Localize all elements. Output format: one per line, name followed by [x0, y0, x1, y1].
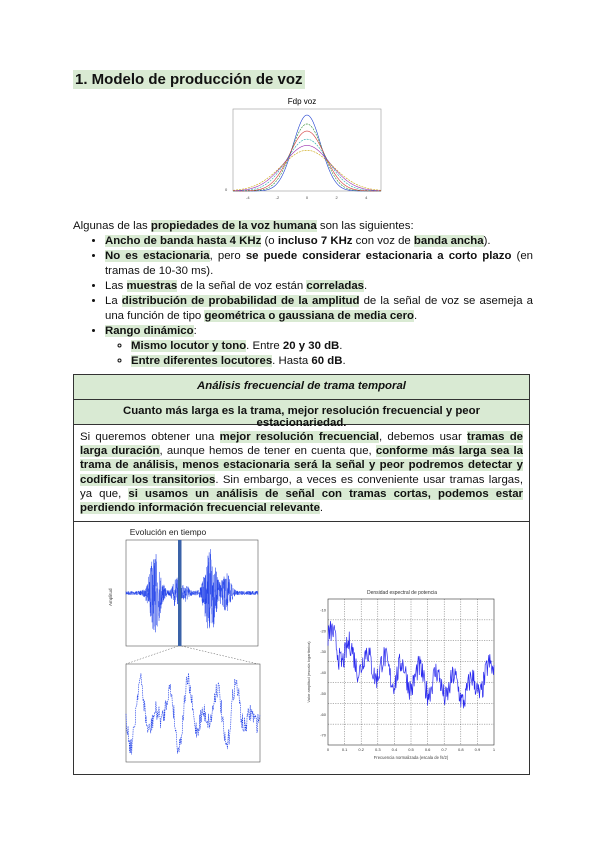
- zoom-line-right: [182, 646, 259, 664]
- pdf-x-tick: 0: [305, 195, 309, 200]
- psd-ylabel: Valor amplitud (escala logarítmica): [306, 641, 311, 703]
- frame-marker: [178, 540, 182, 646]
- pdf-axes-box: [233, 109, 381, 191]
- list-item-distribution: • La distribución de probabilidad de la amplitud de la señal de voz se asemeja a una función de tipo geométrica o gaussiana de media cero.: [105, 294, 533, 324]
- pdf-x-tick: 2: [335, 195, 338, 200]
- list-item-dynamic-range: • Rango dinámico: ◦ Mismo locutor y tono. Entre 20 y 30 dB. ◦ Entre diferentes locutores. Hasta 60 dB.: [105, 324, 533, 369]
- pdf-x-ticks: [246, 195, 368, 200]
- pdf-curve: [233, 115, 381, 191]
- psd-x-tick: 0: [326, 747, 330, 753]
- pdf-curve: [233, 139, 381, 191]
- intro-block: [73, 219, 533, 369]
- pdf-title: Fdp voz: [287, 97, 317, 106]
- psd-y-tick: -50: [320, 691, 326, 697]
- list-item-bandwidth: • Ancho de banda hasta 4 KHz (o incluso 7 KHz con voz de banda ancha).: [105, 234, 533, 249]
- pdf-ytick: 0: [225, 187, 228, 192]
- psd-y-tick: -40: [320, 670, 326, 676]
- psd-x-tick: 0.7: [441, 747, 447, 753]
- psd-y-tick: -60: [320, 712, 326, 718]
- section-heading: 1. Modelo de producción de voz: [75, 71, 303, 88]
- psd-title: Densidad espectral de potencia: [366, 590, 438, 597]
- psd-y-ticks: [320, 608, 327, 738]
- pdf-x-tick: -4: [246, 195, 250, 200]
- psd-x-tick: 0.8: [458, 747, 464, 753]
- psd-y-tick: -10: [320, 607, 326, 613]
- pdf-x-tick: -2: [275, 195, 280, 200]
- psd-x-tick: 0.9: [474, 747, 481, 753]
- psd-x-tick: 0.4: [391, 747, 398, 753]
- time-title: Evolución en tiempo: [129, 527, 207, 538]
- psd-y-tick: -70: [320, 732, 326, 738]
- pdf-x-tick: 4: [365, 195, 368, 200]
- dynamic-range-sublist: [105, 339, 533, 369]
- sublist-item-same-speaker: ◦ Mismo locutor y tono. Entre 20 y 30 dB.: [131, 339, 533, 354]
- time-ylabel: Amplitud: [108, 588, 113, 607]
- psd-x-tick: 1: [492, 747, 496, 753]
- table-title: Análisis frecuencial de trama temporal: [74, 375, 529, 400]
- intro-lead: Algunas de las propiedades de la voz humana son las siguientes:: [73, 220, 414, 232]
- psd-x-tick: 0.1: [341, 747, 348, 753]
- hl-properties: propiedades de la voz humana: [150, 220, 317, 232]
- pdf-curves: [233, 115, 381, 191]
- psd-x-tick: 0.5: [408, 747, 414, 753]
- analysis-table: [73, 374, 530, 775]
- pdf-curve: [233, 131, 381, 191]
- psd-y-tick: -30: [320, 649, 326, 655]
- zoom-line-left: [126, 646, 178, 664]
- table-summary: Cuanto más larga es la trama, mejor resolución frecuencial y peor estacionariedad.: [74, 400, 529, 425]
- pdf-curve: [233, 124, 381, 191]
- list-item-samples: • Las muestras de la señal de voz están correladas.: [105, 279, 533, 294]
- psd-x-tick: 0.6: [424, 747, 431, 753]
- psd-y-tick: -20: [320, 628, 326, 634]
- table-paragraph: Si queremos obtener una mejor resolución frecuencial, debemos usar tramas de larga duración, aunque hemos de tener en cuenta que, conforme más larga sea la trama de análisis, menos estacionaria será la señal y peor podremos detectar y codificar los transitorios. Sin embargo, a veces es conveniente usar tramas largas, ya que, si usamos un análisis de señal con tramas cortas, podemos estar perdiendo información frecuencial relevante.: [74, 425, 529, 522]
- psd-figure: [302, 587, 502, 762]
- pdf-curve: [233, 145, 381, 190]
- list-item-stationarity: • No es estacionaria, pero se puede considerar estacionaria a corto plazo (en tramas de 10-30 ms).: [105, 249, 533, 279]
- properties-list: [73, 234, 533, 369]
- psd-x-tick: 0.2: [358, 747, 364, 753]
- time-evolution-figure: [104, 524, 274, 772]
- pdf-curve: [233, 150, 381, 190]
- time-axes-bottom: [126, 664, 260, 762]
- psd-xlabel: Frecuencia normalizada (escala de fs/2): [373, 755, 449, 761]
- sublist-item-different-speakers: ◦ Entre diferentes locutores. Hasta 60 dB.: [131, 354, 533, 369]
- pdf-figure: [215, 95, 385, 205]
- psd-x-tick: 0.3: [375, 747, 381, 753]
- psd-x-ticks: [327, 747, 496, 752]
- table-figures-cell: [74, 522, 529, 774]
